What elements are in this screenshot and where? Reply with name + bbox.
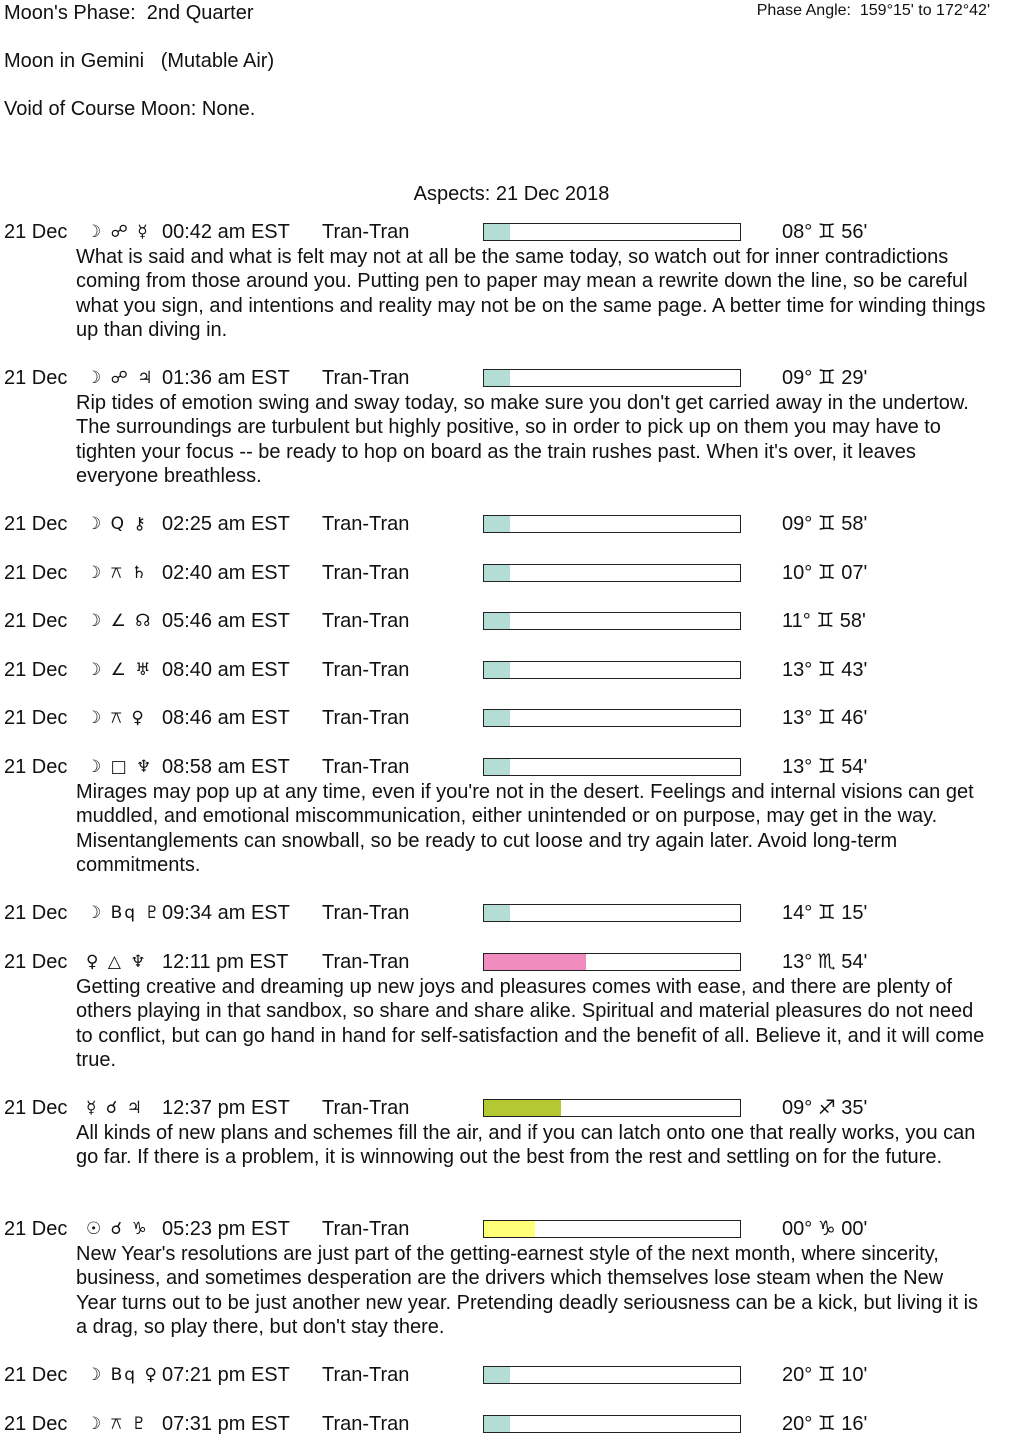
aspect-time: 05:23 pm EST xyxy=(162,1218,290,1240)
aspect-glyphs: ☽ ☍ ♃ xyxy=(86,368,155,388)
aspect-time: 08:46 am EST xyxy=(162,707,290,729)
aspect-position: 00° ♑ 00' xyxy=(782,1218,868,1240)
moon-sign: Moon in Gemini (Mutable Air) xyxy=(4,50,275,72)
aspect-row xyxy=(0,366,1023,391)
aspect-position: 10° ♊ 07' xyxy=(782,562,868,584)
void-of-course: Void of Course Moon: None. xyxy=(4,98,256,120)
strength-bar xyxy=(483,515,741,533)
aspect-date: 21 Dec xyxy=(4,513,68,535)
aspects-title: Aspects: 21 Dec 2018 xyxy=(413,183,610,205)
aspect-entry xyxy=(0,901,1023,926)
aspect-row xyxy=(0,512,1023,537)
strength-bar-fill xyxy=(484,1416,510,1432)
aspect-position: 20° ♊ 16' xyxy=(782,1413,868,1435)
aspect-type: Tran-Tran xyxy=(322,367,410,389)
aspect-entry xyxy=(0,1217,1023,1340)
aspect-time: 12:11 pm EST xyxy=(162,951,289,973)
strength-bar xyxy=(483,904,741,922)
aspect-type: Tran-Tran xyxy=(322,1364,410,1386)
aspect-date: 21 Dec xyxy=(4,367,68,389)
strength-bar xyxy=(483,1099,741,1117)
strength-bar-fill xyxy=(484,954,586,970)
aspect-description: All kinds of new plans and schemes fill the air, and if you can latch onto one that really works, you can go far. If there is a problem, it is winnowing out the best from the rest and settling on for the future. xyxy=(76,1122,976,1169)
strength-bar-fill xyxy=(484,370,510,386)
strength-bar-fill xyxy=(484,905,510,921)
strength-bar xyxy=(483,223,741,241)
aspect-position: 13° ♊ 43' xyxy=(782,659,868,681)
aspect-row xyxy=(0,561,1023,586)
aspect-date: 21 Dec xyxy=(4,707,68,729)
aspect-glyphs: ☉ ☌ ♑ xyxy=(86,1219,149,1239)
strength-bar xyxy=(483,661,741,679)
strength-bar xyxy=(483,758,741,776)
aspect-entry xyxy=(0,512,1023,537)
aspect-entry xyxy=(0,1363,1023,1388)
aspect-position: 09° ♐ 35' xyxy=(782,1097,868,1119)
aspect-position: 09° ♊ 29' xyxy=(782,367,868,389)
aspect-time: 07:31 pm EST xyxy=(162,1413,290,1435)
aspect-date: 21 Dec xyxy=(4,562,68,584)
aspect-glyphs: ☽ ☍ ☿ xyxy=(86,222,150,242)
aspect-row xyxy=(0,755,1023,780)
aspect-row xyxy=(0,1363,1023,1388)
aspect-date: 21 Dec xyxy=(4,659,68,681)
strength-bar-fill xyxy=(484,224,510,240)
aspect-type: Tran-Tran xyxy=(322,756,410,778)
strength-bar-fill xyxy=(484,565,510,581)
aspect-glyphs: ☽ Bq ♇ xyxy=(86,903,162,923)
aspect-row xyxy=(0,1412,1023,1437)
aspect-date: 21 Dec xyxy=(4,756,68,778)
aspect-row xyxy=(0,658,1023,683)
aspect-description: What is said and what is felt may not at all be the same today, so watch out for inner contradictions coming from those around you. Putting pen to paper may mean a rewrite down the line, so be careful what you sign, and intentions and reality may not be on the same page. A better time for winding things up than diving in. xyxy=(76,246,986,342)
aspect-glyphs: ☽ □ ♆ xyxy=(86,757,154,777)
aspect-position: 13° ♊ 54' xyxy=(782,756,868,778)
strength-bar-fill xyxy=(484,613,510,629)
aspect-time: 08:58 am EST xyxy=(162,756,290,778)
strength-bar-fill xyxy=(484,1221,535,1237)
strength-bar xyxy=(483,1220,741,1238)
aspect-time: 02:40 am EST xyxy=(162,562,290,584)
moon-phase: Moon's Phase: 2nd Quarter xyxy=(4,2,254,24)
aspect-glyphs: ♀ △ ♆ xyxy=(86,952,148,972)
aspect-date: 21 Dec xyxy=(4,610,68,632)
aspect-entry xyxy=(0,561,1023,586)
aspect-entry xyxy=(0,609,1023,634)
aspect-entry xyxy=(0,706,1023,731)
aspect-row xyxy=(0,901,1023,926)
aspect-type: Tran-Tran xyxy=(322,951,410,973)
aspect-date: 21 Dec xyxy=(4,1364,68,1386)
aspect-glyphs: ☽ ⚻ ♀ xyxy=(86,708,146,728)
aspect-time: 05:46 am EST xyxy=(162,610,290,632)
aspect-type: Tran-Tran xyxy=(322,659,410,681)
strength-bar-fill xyxy=(484,1100,561,1116)
aspect-date: 21 Dec xyxy=(4,1218,68,1240)
aspect-type: Tran-Tran xyxy=(322,610,410,632)
aspect-row xyxy=(0,609,1023,634)
aspect-glyphs: ☽ Q ⚷ xyxy=(86,514,148,534)
strength-bar xyxy=(483,564,741,582)
aspect-entry xyxy=(0,658,1023,683)
aspect-entry xyxy=(0,950,1023,1073)
aspect-type: Tran-Tran xyxy=(322,902,410,924)
aspect-position: 09° ♊ 58' xyxy=(782,513,868,535)
aspect-date: 21 Dec xyxy=(4,951,68,973)
aspect-glyphs: ☽ Bq ♀ xyxy=(86,1365,159,1385)
aspect-position: 14° ♊ 15' xyxy=(782,902,868,924)
aspect-glyphs: ☽ ∠ ☊ xyxy=(86,611,153,631)
aspect-type: Tran-Tran xyxy=(322,1218,410,1240)
aspect-date: 21 Dec xyxy=(4,1413,68,1435)
strength-bar-fill xyxy=(484,759,510,775)
aspect-description: Rip tides of emotion swing and sway today, so make sure you don't get carried away in the undertow. The surroundings are turbulent but highly positive, so in order to pick up on them you may have to tighten your focus -- be ready to hop on board as the train rushes past. When it's over, it leaves everyone breathless. xyxy=(76,392,969,488)
aspect-glyphs: ☽ ∠ ♅ xyxy=(86,660,153,680)
aspect-row xyxy=(0,706,1023,731)
strength-bar-fill xyxy=(484,662,510,678)
aspect-position: 08° ♊ 56' xyxy=(782,221,868,243)
aspect-row xyxy=(0,950,1023,975)
aspect-description: New Year's resolutions are just part of the getting-earnest style of the next month, where sincerity, business, and sometimes desperation are the drivers which themselves lose steam when the New Year turns out to be just another new year. Pretending deadly seriousness can be a kick, but living it is a drag, so play there, but don't stay there. xyxy=(76,1243,979,1339)
aspect-time: 12:37 pm EST xyxy=(162,1097,290,1119)
strength-bar xyxy=(483,612,741,630)
aspect-position: 13° ♏ 54' xyxy=(782,951,868,973)
aspect-type: Tran-Tran xyxy=(322,513,410,535)
aspect-time: 07:21 pm EST xyxy=(162,1364,290,1386)
aspect-entry xyxy=(0,220,1023,343)
aspect-position: 13° ♊ 46' xyxy=(782,707,868,729)
aspect-entry xyxy=(0,1412,1023,1437)
aspect-date: 21 Dec xyxy=(4,1097,68,1119)
aspect-type: Tran-Tran xyxy=(322,221,410,243)
aspect-position: 20° ♊ 10' xyxy=(782,1364,868,1386)
aspect-row xyxy=(0,220,1023,245)
aspect-date: 21 Dec xyxy=(4,902,68,924)
strength-bar xyxy=(483,953,741,971)
aspect-time: 01:36 am EST xyxy=(162,367,290,389)
aspect-row xyxy=(0,1217,1023,1242)
aspect-glyphs: ☽ ⚻ ♇ xyxy=(86,1414,149,1434)
aspect-row xyxy=(0,1096,1023,1121)
strength-bar-fill xyxy=(484,1367,510,1383)
aspect-type: Tran-Tran xyxy=(322,707,410,729)
strength-bar-fill xyxy=(484,710,510,726)
strength-bar-fill xyxy=(484,516,510,532)
aspect-type: Tran-Tran xyxy=(322,1413,410,1435)
aspect-entry xyxy=(0,755,1023,878)
aspect-type: Tran-Tran xyxy=(322,562,410,584)
aspect-time: 02:25 am EST xyxy=(162,513,290,535)
aspect-entry xyxy=(0,366,1023,489)
aspect-time: 09:34 am EST xyxy=(162,902,290,924)
aspect-position: 11° ♊ 58' xyxy=(782,610,866,632)
aspect-description: Mirages may pop up at any time, even if you're not in the desert. Feelings and internal visions can get muddled, and emotional miscommunication, either unintended or on purpose, may get in the way. Misentanglements can snowball, so be ready to cut loose and try again later. Avoid long-term commitments. xyxy=(76,781,974,877)
aspect-description: Getting creative and dreaming up new joys and pleasures comes with ease, and there are plenty of others playing in that sandbox, so share and share alike. Spiritual and material pleasures do not need to conflict, but can go hand in hand for self-satisfaction and the benefit of all. Believe it, and it will come true. xyxy=(76,976,985,1072)
strength-bar xyxy=(483,369,741,387)
aspect-type: Tran-Tran xyxy=(322,1097,410,1119)
aspect-time: 00:42 am EST xyxy=(162,221,290,243)
aspect-entry xyxy=(0,1096,1023,1170)
strength-bar xyxy=(483,1366,741,1384)
aspect-date: 21 Dec xyxy=(4,221,68,243)
aspect-time: 08:40 am EST xyxy=(162,659,290,681)
strength-bar xyxy=(483,1415,741,1433)
aspect-glyphs: ☽ ⚻ ♄ xyxy=(86,563,149,583)
aspect-glyphs: ☿ ☌ ♃ xyxy=(86,1098,144,1118)
strength-bar xyxy=(483,709,741,727)
phase-angle: Phase Angle: 159°15' to 172°42' xyxy=(756,2,990,19)
